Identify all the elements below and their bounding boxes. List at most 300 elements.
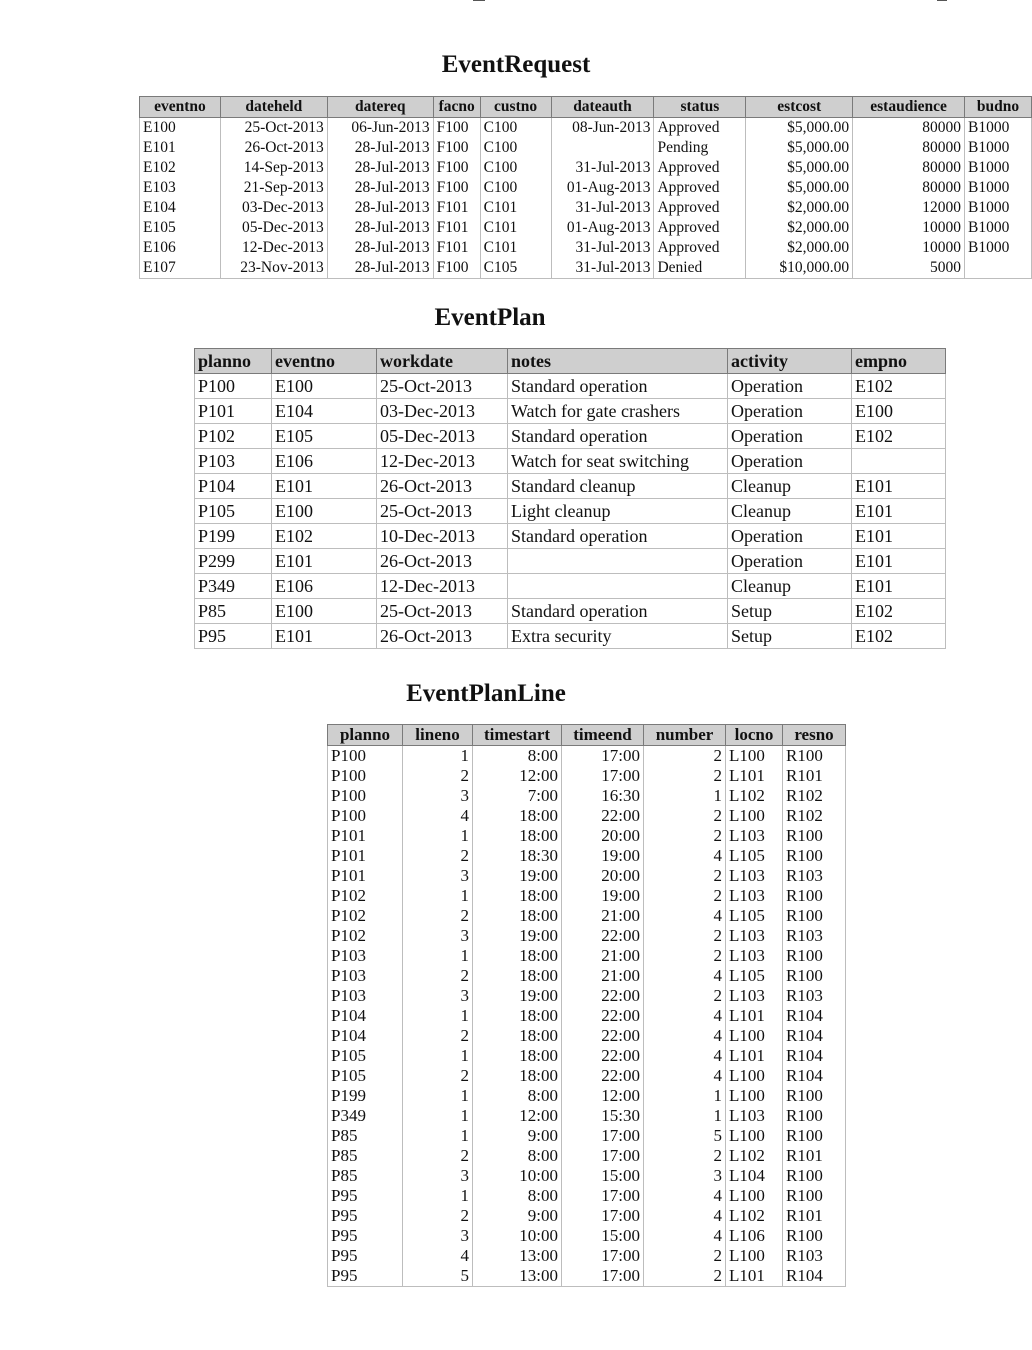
- event-plan-line-row: [328, 1226, 846, 1246]
- event-plan-line-cell-locno: L105: [726, 966, 783, 986]
- page-edge-mark-right: [937, 0, 947, 9]
- event-request-cell-dateauth: 31-Jul-2013: [551, 158, 654, 178]
- event-request-cell-datereq: 28-Jul-2013: [327, 158, 433, 178]
- event-request-cell-dateheld: 12-Dec-2013: [220, 238, 327, 258]
- event-plan-row: [195, 549, 946, 574]
- event-plan-line-cell-timestart: 10:00: [473, 1166, 562, 1186]
- event-plan-line-cell-locno: L100: [726, 1126, 783, 1146]
- event-plan-line-cell-planno: P105: [328, 1066, 403, 1086]
- event-plan-line-cell-timestart: 18:00: [473, 806, 562, 826]
- event-request-cell-estaudience: 10000: [853, 238, 965, 258]
- event-request-cell-eventno: E105: [140, 218, 221, 238]
- event-plan-line-cell-number: 3: [644, 1166, 726, 1186]
- event-plan-line-cell-locno: L103: [726, 866, 783, 886]
- event-plan-line-cell-locno: L103: [726, 986, 783, 1006]
- event-plan-body: [195, 374, 946, 649]
- event-plan-line-row: [328, 806, 846, 826]
- event-plan-line-cell-number: 1: [644, 786, 726, 806]
- event-plan-cell-activity: Setup: [728, 624, 852, 649]
- event-request-row: [140, 258, 1032, 279]
- event-plan-line-cell-timestart: 19:00: [473, 866, 562, 886]
- page-edge-mark-left: [473, 0, 485, 9]
- event-request-cell-eventno: E101: [140, 138, 221, 158]
- event-plan-line-cell-resno: R101: [783, 1146, 846, 1166]
- event-plan-line-cell-resno: R103: [783, 986, 846, 1006]
- event-plan-row: [195, 474, 946, 499]
- event-plan-cell-activity: Setup: [728, 599, 852, 624]
- event-plan-line-cell-locno: L103: [726, 1106, 783, 1126]
- event-request-col-datereq: datereq: [327, 97, 433, 118]
- event-plan-line-cell-number: 4: [644, 1066, 726, 1086]
- event-plan-line-body: [328, 746, 846, 1287]
- event-plan-line-cell-number: 2: [644, 746, 726, 767]
- event-plan-line-cell-timestart: 10:00: [473, 1226, 562, 1246]
- event-plan-line-cell-timestart: 18:00: [473, 1066, 562, 1086]
- event-plan-cell-activity: Cleanup: [728, 574, 852, 599]
- event-plan-line-cell-locno: L104: [726, 1166, 783, 1186]
- event-plan-line-cell-timeend: 17:00: [562, 1186, 644, 1206]
- event-request-cell-estaudience: 10000: [853, 218, 965, 238]
- event-plan-line-cell-planno: P100: [328, 746, 403, 767]
- event-plan-line-header-row: [328, 725, 846, 746]
- event-plan-cell-empno: E102: [852, 599, 946, 624]
- event-plan-cell-eventno: E106: [272, 574, 377, 599]
- event-plan-line-cell-resno: R100: [783, 746, 846, 767]
- event-plan-line-cell-lineno: 3: [403, 866, 473, 886]
- event-plan-col-eventno: eventno: [272, 349, 377, 374]
- event-plan-line-cell-resno: R100: [783, 1226, 846, 1246]
- event-request-row: [140, 198, 1032, 218]
- event-request-cell-eventno: E106: [140, 238, 221, 258]
- event-request-cell-dateheld: 25-Oct-2013: [220, 118, 327, 139]
- event-plan-cell-planno: P104: [195, 474, 272, 499]
- event-plan-cell-activity: Operation: [728, 549, 852, 574]
- event-plan-line-cell-timeend: 16:30: [562, 786, 644, 806]
- event-plan-line-cell-locno: L101: [726, 1266, 783, 1287]
- event-plan-line-cell-planno: P199: [328, 1086, 403, 1106]
- event-request-cell-status: Approved: [654, 238, 746, 258]
- event-plan-line-cell-locno: L103: [726, 886, 783, 906]
- event-plan-line-cell-planno: P105: [328, 1046, 403, 1066]
- event-plan-line-cell-resno: R100: [783, 886, 846, 906]
- event-plan-line-cell-planno: P103: [328, 946, 403, 966]
- event-plan-line-cell-locno: L103: [726, 826, 783, 846]
- event-plan-line-row: [328, 906, 846, 926]
- event-plan-row: [195, 449, 946, 474]
- event-plan-cell-empno: E102: [852, 624, 946, 649]
- event-request-cell-dateauth: 01-Aug-2013: [551, 178, 654, 198]
- event-plan-cell-eventno: E100: [272, 599, 377, 624]
- event-plan-line-cell-timeend: 15:00: [562, 1226, 644, 1246]
- event-plan-col-planno: planno: [195, 349, 272, 374]
- event-request-cell-budno: B1000: [965, 238, 1032, 258]
- event-request-col-budno: budno: [965, 97, 1032, 118]
- event-plan-cell-eventno: E104: [272, 399, 377, 424]
- event-plan-line-row: [328, 966, 846, 986]
- event-plan-cell-workdate: 12-Dec-2013: [377, 574, 508, 599]
- event-request-cell-dateauth: [551, 138, 654, 158]
- event-plan-line-cell-timestart: 9:00: [473, 1126, 562, 1146]
- event-request-header-row: [140, 97, 1032, 118]
- event-request-cell-estcost: $10,000.00: [746, 258, 853, 279]
- event-plan-cell-notes: Watch for seat switching: [508, 449, 728, 474]
- event-plan-line-cell-number: 2: [644, 926, 726, 946]
- event-plan-cell-activity: Operation: [728, 524, 852, 549]
- event-plan-cell-eventno: E102: [272, 524, 377, 549]
- event-request-row: [140, 218, 1032, 238]
- event-plan-cell-planno: P95: [195, 624, 272, 649]
- event-request-col-estcost: estcost: [746, 97, 853, 118]
- event-request-cell-custno: C101: [480, 218, 551, 238]
- event-request-cell-status: Approved: [654, 198, 746, 218]
- event-plan-cell-notes: [508, 574, 728, 599]
- event-plan-line-cell-number: 4: [644, 906, 726, 926]
- event-plan-line-title: EventPlanLine: [406, 680, 566, 707]
- event-request-cell-status: Approved: [654, 158, 746, 178]
- event-plan-cell-planno: P349: [195, 574, 272, 599]
- event-plan-row: [195, 524, 946, 549]
- event-plan-cell-workdate: 25-Oct-2013: [377, 599, 508, 624]
- event-request-cell-custno: C100: [480, 158, 551, 178]
- event-request-cell-custno: C101: [480, 198, 551, 218]
- event-plan-line-cell-timeend: 22:00: [562, 1026, 644, 1046]
- event-request-cell-eventno: E104: [140, 198, 221, 218]
- event-request-cell-status: Denied: [654, 258, 746, 279]
- event-plan-cell-notes: Standard operation: [508, 424, 728, 449]
- event-plan-line-cell-planno: P95: [328, 1206, 403, 1226]
- event-plan-cell-activity: Operation: [728, 449, 852, 474]
- event-request-row: [140, 178, 1032, 198]
- event-plan-line-row: [328, 886, 846, 906]
- event-plan-line-cell-lineno: 2: [403, 1206, 473, 1226]
- event-plan-line-cell-resno: R104: [783, 1066, 846, 1086]
- event-plan-line-cell-timestart: 8:00: [473, 1146, 562, 1166]
- event-request-cell-facno: F101: [433, 198, 480, 218]
- event-plan-line-cell-timeend: 12:00: [562, 1086, 644, 1106]
- event-plan-line-col-number: number: [644, 725, 726, 746]
- event-plan-line-cell-timeend: 17:00: [562, 746, 644, 767]
- event-plan-line-row: [328, 746, 846, 767]
- event-plan-cell-notes: Light cleanup: [508, 499, 728, 524]
- event-plan-line-cell-resno: R103: [783, 866, 846, 886]
- event-plan-line-row: [328, 1106, 846, 1126]
- event-plan-line-col-locno: locno: [726, 725, 783, 746]
- event-plan-line-cell-locno: L106: [726, 1226, 783, 1246]
- event-plan-line-cell-number: 4: [644, 1046, 726, 1066]
- event-plan-line-cell-timestart: 12:00: [473, 766, 562, 786]
- event-plan-cell-notes: Watch for gate crashers: [508, 399, 728, 424]
- event-plan-line-cell-number: 2: [644, 886, 726, 906]
- event-request-cell-eventno: E102: [140, 158, 221, 178]
- event-plan-cell-eventno: E106: [272, 449, 377, 474]
- event-request-cell-datereq: 06-Jun-2013: [327, 118, 433, 139]
- event-plan-line-cell-timeend: 22:00: [562, 986, 644, 1006]
- event-plan-line-cell-lineno: 1: [403, 1106, 473, 1126]
- event-plan-cell-empno: E101: [852, 524, 946, 549]
- event-plan-line-cell-lineno: 2: [403, 906, 473, 926]
- event-plan-line-cell-locno: L105: [726, 846, 783, 866]
- event-plan-line-cell-planno: P100: [328, 766, 403, 786]
- event-plan-line-cell-lineno: 2: [403, 766, 473, 786]
- event-plan-line-cell-resno: R100: [783, 966, 846, 986]
- event-plan-line-cell-resno: R104: [783, 1006, 846, 1026]
- event-request-cell-estaudience: 80000: [853, 178, 965, 198]
- event-plan-cell-notes: Standard operation: [508, 524, 728, 549]
- event-plan-line-cell-lineno: 1: [403, 746, 473, 767]
- event-request-cell-budno: B1000: [965, 138, 1032, 158]
- event-request-cell-budno: B1000: [965, 218, 1032, 238]
- event-request-table: [139, 96, 1032, 279]
- event-plan-line-cell-lineno: 2: [403, 1146, 473, 1166]
- event-plan-line-cell-lineno: 2: [403, 966, 473, 986]
- event-plan-line-cell-number: 1: [644, 1086, 726, 1106]
- event-plan-line-cell-resno: R101: [783, 1206, 846, 1226]
- event-plan-line-cell-resno: R100: [783, 946, 846, 966]
- event-plan-cell-notes: Extra security: [508, 624, 728, 649]
- event-plan-line-cell-timeend: 17:00: [562, 1146, 644, 1166]
- event-plan-line-row: [328, 1006, 846, 1026]
- event-plan-cell-workdate: 26-Oct-2013: [377, 549, 508, 574]
- event-request-cell-datereq: 28-Jul-2013: [327, 138, 433, 158]
- event-plan-cell-notes: Standard operation: [508, 599, 728, 624]
- event-plan-line-cell-locno: L102: [726, 1146, 783, 1166]
- event-request-col-facno: facno: [433, 97, 480, 118]
- event-plan-line-cell-timestart: 18:00: [473, 906, 562, 926]
- event-plan-line-cell-locno: L100: [726, 1246, 783, 1266]
- event-plan-line-cell-lineno: 4: [403, 1246, 473, 1266]
- event-plan-col-empno: empno: [852, 349, 946, 374]
- event-plan-line-cell-lineno: 3: [403, 926, 473, 946]
- event-request-cell-eventno: E107: [140, 258, 221, 279]
- event-plan-row: [195, 599, 946, 624]
- event-request-cell-eventno: E103: [140, 178, 221, 198]
- event-request-row: [140, 238, 1032, 258]
- event-plan-cell-planno: P102: [195, 424, 272, 449]
- event-plan-line-cell-resno: R100: [783, 1086, 846, 1106]
- event-plan-cell-planno: P85: [195, 599, 272, 624]
- event-plan-header-row: [195, 349, 946, 374]
- event-plan-cell-activity: Operation: [728, 399, 852, 424]
- event-plan-line-cell-timestart: 18:00: [473, 1046, 562, 1066]
- event-plan-line-cell-timestart: 19:00: [473, 926, 562, 946]
- event-plan-line-cell-timeend: 17:00: [562, 1266, 644, 1287]
- event-plan-row: [195, 399, 946, 424]
- event-plan-line-col-planno: planno: [328, 725, 403, 746]
- event-plan-line-cell-resno: R100: [783, 846, 846, 866]
- event-plan-line-cell-number: 2: [644, 946, 726, 966]
- event-request-cell-status: Approved: [654, 218, 746, 238]
- event-plan-line-cell-planno: P85: [328, 1146, 403, 1166]
- event-plan-cell-eventno: E101: [272, 624, 377, 649]
- event-plan-row: [195, 499, 946, 524]
- event-request-cell-dateheld: 14-Sep-2013: [220, 158, 327, 178]
- event-plan-line-row: [328, 1186, 846, 1206]
- event-plan-line-cell-locno: L101: [726, 1006, 783, 1026]
- event-plan-line-cell-planno: P95: [328, 1226, 403, 1246]
- event-request-cell-facno: F100: [433, 118, 480, 139]
- event-plan-line-cell-timeend: 17:00: [562, 1246, 644, 1266]
- event-plan-cell-empno: E101: [852, 499, 946, 524]
- event-plan-line-cell-number: 4: [644, 1206, 726, 1226]
- event-request-cell-status: Approved: [654, 178, 746, 198]
- event-request-cell-dateauth: 08-Jun-2013: [551, 118, 654, 139]
- event-request-cell-dateheld: 26-Oct-2013: [220, 138, 327, 158]
- event-plan-line-cell-timeend: 22:00: [562, 1066, 644, 1086]
- event-plan-line-cell-lineno: 3: [403, 986, 473, 1006]
- event-plan-cell-workdate: 26-Oct-2013: [377, 624, 508, 649]
- event-request-cell-custno: C105: [480, 258, 551, 279]
- event-request-cell-facno: F101: [433, 218, 480, 238]
- event-plan-line-cell-planno: P104: [328, 1006, 403, 1026]
- event-plan-line-table: [327, 724, 846, 1287]
- event-plan-cell-eventno: E105: [272, 424, 377, 449]
- event-plan-line-row: [328, 1266, 846, 1287]
- event-plan-line-cell-locno: L100: [726, 746, 783, 767]
- event-plan-line-cell-lineno: 3: [403, 786, 473, 806]
- event-request-cell-dateauth: 31-Jul-2013: [551, 258, 654, 279]
- event-plan-cell-empno: E102: [852, 424, 946, 449]
- event-request-cell-dateauth: 01-Aug-2013: [551, 218, 654, 238]
- event-plan-line-cell-locno: L103: [726, 926, 783, 946]
- event-plan-line-row: [328, 1166, 846, 1186]
- event-plan-line-cell-timestart: 19:00: [473, 986, 562, 1006]
- event-plan-line-cell-number: 4: [644, 1006, 726, 1026]
- event-plan-cell-planno: P103: [195, 449, 272, 474]
- event-plan-line-cell-resno: R102: [783, 806, 846, 826]
- event-plan-line-cell-planno: P103: [328, 986, 403, 1006]
- event-request-cell-eventno: E100: [140, 118, 221, 139]
- event-plan-line-cell-locno: L101: [726, 1046, 783, 1066]
- event-plan-line-row: [328, 766, 846, 786]
- event-plan-line-cell-timestart: 8:00: [473, 1086, 562, 1106]
- event-request-cell-budno: [965, 258, 1032, 279]
- event-request-cell-datereq: 28-Jul-2013: [327, 238, 433, 258]
- event-plan-line-cell-resno: R100: [783, 906, 846, 926]
- event-plan-line-cell-lineno: 1: [403, 886, 473, 906]
- event-plan-line-cell-number: 4: [644, 1226, 726, 1246]
- event-request-cell-datereq: 28-Jul-2013: [327, 198, 433, 218]
- event-plan-cell-planno: P299: [195, 549, 272, 574]
- event-plan-line-cell-timeend: 22:00: [562, 806, 644, 826]
- event-plan-cell-planno: P100: [195, 374, 272, 399]
- event-plan-line-cell-timeend: 20:00: [562, 826, 644, 846]
- event-plan-line-row: [328, 1126, 846, 1146]
- event-plan-line-cell-timeend: 22:00: [562, 926, 644, 946]
- event-plan-line-cell-planno: P95: [328, 1266, 403, 1287]
- event-plan-cell-activity: Operation: [728, 424, 852, 449]
- event-plan-row: [195, 624, 946, 649]
- event-plan-line-cell-lineno: 1: [403, 1126, 473, 1146]
- event-plan-line-cell-timeend: 15:30: [562, 1106, 644, 1126]
- event-request-cell-facno: F100: [433, 178, 480, 198]
- event-request-col-eventno: eventno: [140, 97, 221, 118]
- event-request-cell-status: Approved: [654, 118, 746, 139]
- event-plan-line-cell-timeend: 17:00: [562, 1206, 644, 1226]
- event-plan-line-cell-planno: P101: [328, 826, 403, 846]
- event-request-title: EventRequest: [441, 51, 591, 78]
- event-plan-line-cell-lineno: 4: [403, 806, 473, 826]
- event-plan-line-cell-timestart: 13:00: [473, 1266, 562, 1287]
- event-plan-col-activity: activity: [728, 349, 852, 374]
- event-plan-line-row: [328, 986, 846, 1006]
- event-plan-line-cell-number: 2: [644, 1146, 726, 1166]
- event-plan-line-cell-resno: R104: [783, 1046, 846, 1066]
- event-plan-cell-empno: E101: [852, 474, 946, 499]
- event-request-cell-estaudience: 80000: [853, 138, 965, 158]
- event-plan-line-row: [328, 786, 846, 806]
- event-plan-line-cell-resno: R101: [783, 766, 846, 786]
- event-plan-line-cell-planno: P85: [328, 1166, 403, 1186]
- event-plan-line-cell-locno: L100: [726, 1186, 783, 1206]
- event-plan-line-cell-timeend: 21:00: [562, 946, 644, 966]
- event-plan-line-cell-planno: P95: [328, 1186, 403, 1206]
- event-request-cell-estcost: $5,000.00: [746, 158, 853, 178]
- event-plan-line-cell-locno: L100: [726, 1086, 783, 1106]
- event-request-cell-estcost: $2,000.00: [746, 218, 853, 238]
- event-plan-line-cell-number: 2: [644, 826, 726, 846]
- event-plan-line-row: [328, 846, 846, 866]
- event-plan-cell-planno: P101: [195, 399, 272, 424]
- event-request-col-estaudience: estaudience: [853, 97, 965, 118]
- event-plan-line-cell-locno: L105: [726, 906, 783, 926]
- event-request-row: [140, 118, 1032, 139]
- event-plan-line-cell-locno: L102: [726, 786, 783, 806]
- event-plan-line-cell-timeend: 19:00: [562, 846, 644, 866]
- event-plan-line-cell-resno: R104: [783, 1266, 846, 1287]
- event-plan-line-cell-lineno: 1: [403, 1186, 473, 1206]
- event-request-cell-budno: B1000: [965, 198, 1032, 218]
- event-plan-line-cell-locno: L100: [726, 1026, 783, 1046]
- event-request-cell-facno: F100: [433, 258, 480, 279]
- event-plan-line-cell-timestart: 18:00: [473, 886, 562, 906]
- event-plan-cell-notes: [508, 549, 728, 574]
- event-plan-line-cell-planno: P95: [328, 1246, 403, 1266]
- event-request-cell-estaudience: 5000: [853, 258, 965, 279]
- event-request-cell-budno: B1000: [965, 158, 1032, 178]
- event-plan-line-cell-resno: R100: [783, 826, 846, 846]
- event-plan-cell-workdate: 25-Oct-2013: [377, 374, 508, 399]
- event-plan-line-cell-locno: L100: [726, 806, 783, 826]
- event-request-cell-custno: C100: [480, 138, 551, 158]
- event-plan-cell-planno: P105: [195, 499, 272, 524]
- event-plan-line-col-timestart: timestart: [473, 725, 562, 746]
- event-plan-line-cell-lineno: 1: [403, 1086, 473, 1106]
- event-request-col-status: status: [654, 97, 746, 118]
- event-plan-line-col-resno: resno: [783, 725, 846, 746]
- event-plan-line-cell-timestart: 18:30: [473, 846, 562, 866]
- event-plan-line-cell-lineno: 3: [403, 1166, 473, 1186]
- event-plan-line-cell-lineno: 1: [403, 1006, 473, 1026]
- event-request-col-dateauth: dateauth: [551, 97, 654, 118]
- event-plan-line-row: [328, 1026, 846, 1046]
- event-plan-line-cell-lineno: 1: [403, 946, 473, 966]
- event-plan-cell-notes: Standard operation: [508, 374, 728, 399]
- event-plan-line-cell-timestart: 18:00: [473, 826, 562, 846]
- event-request-row: [140, 138, 1032, 158]
- event-request-cell-budno: B1000: [965, 178, 1032, 198]
- event-plan-line-cell-resno: R104: [783, 1026, 846, 1046]
- event-plan-cell-eventno: E100: [272, 374, 377, 399]
- event-plan-line-cell-lineno: 1: [403, 826, 473, 846]
- event-request-cell-estaudience: 80000: [853, 118, 965, 139]
- event-plan-line-cell-timestart: 8:00: [473, 1186, 562, 1206]
- event-plan-line-cell-timestart: 13:00: [473, 1246, 562, 1266]
- event-plan-line-cell-timestart: 18:00: [473, 966, 562, 986]
- event-request-row: [140, 158, 1032, 178]
- event-plan-line-cell-lineno: 3: [403, 1226, 473, 1246]
- event-request-cell-estcost: $5,000.00: [746, 178, 853, 198]
- event-plan-line-cell-number: 2: [644, 866, 726, 886]
